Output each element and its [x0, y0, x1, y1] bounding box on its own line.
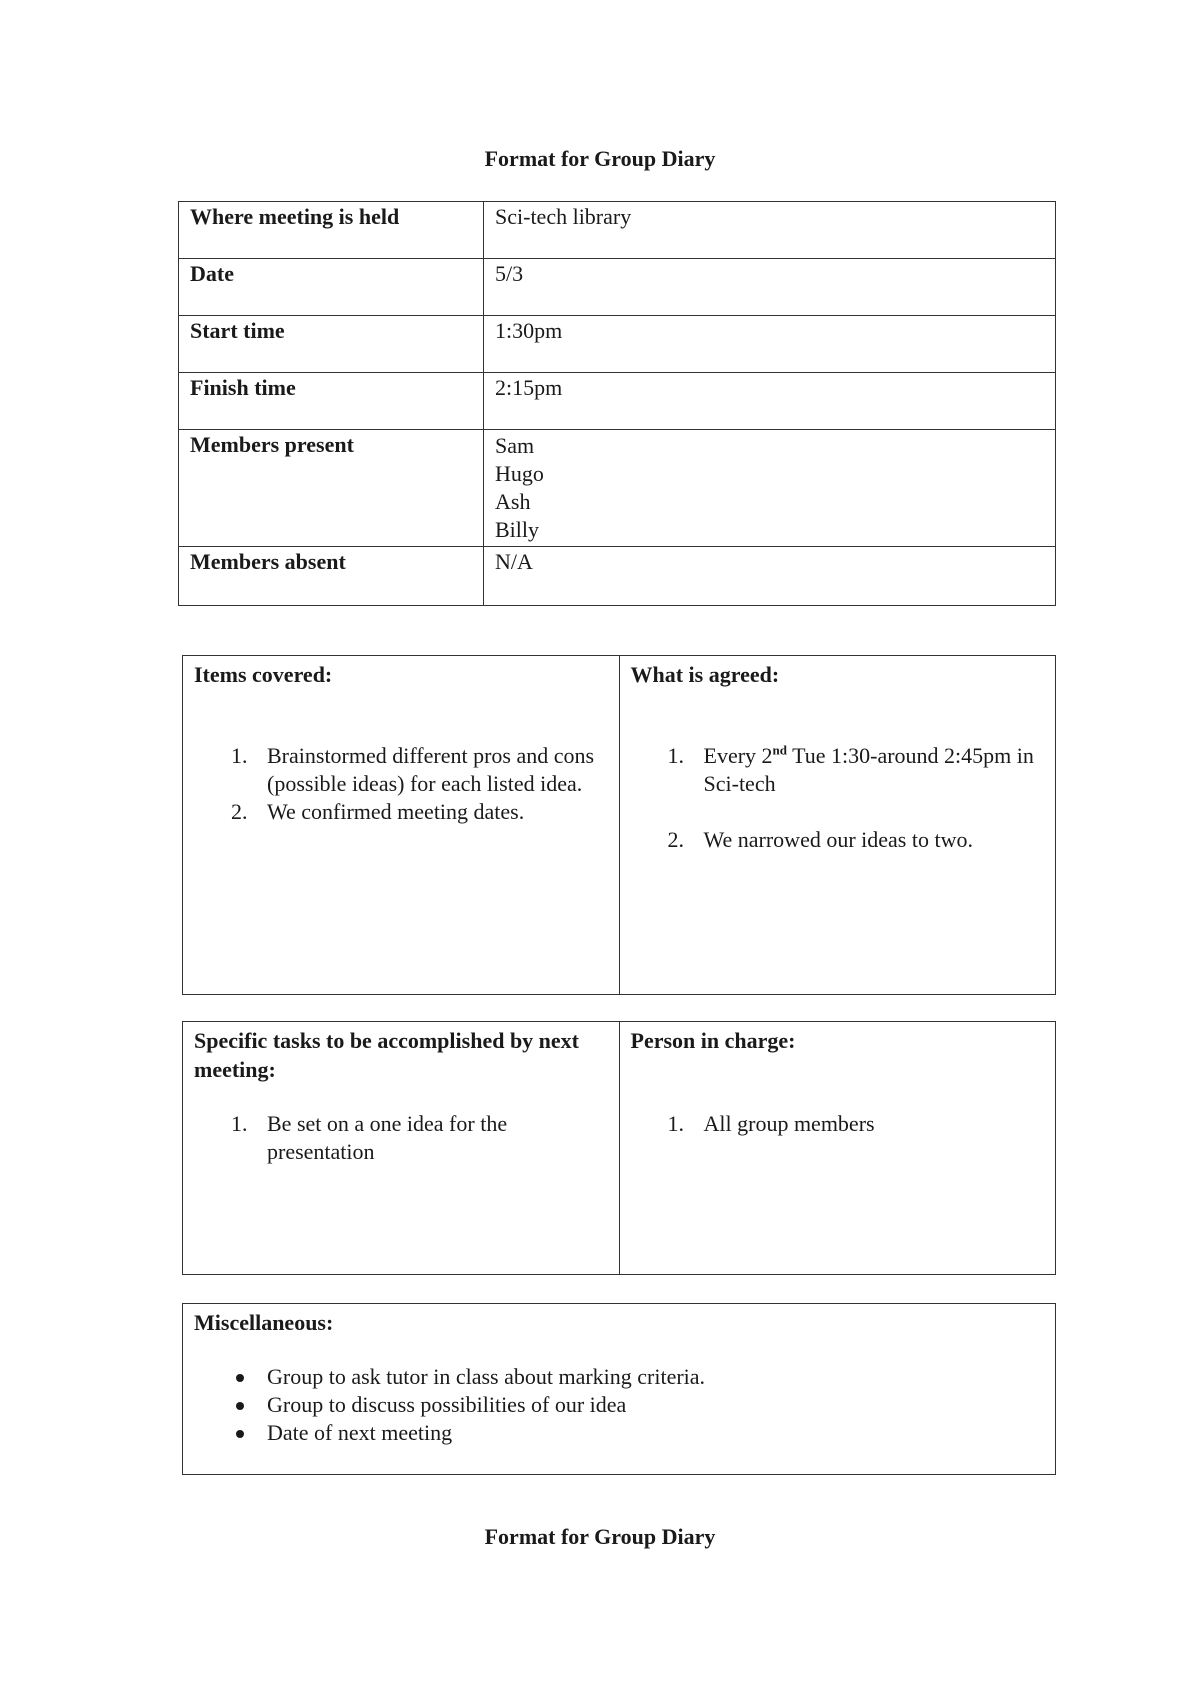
- list-item-text: Every 2nd Tue 1:30-around 2:45pm in Sci-tech: [703, 742, 1034, 796]
- miscellaneous-list: [194, 1363, 1044, 1447]
- list-number: 2.: [231, 799, 248, 824]
- items-covered-list: [194, 742, 608, 826]
- table-row: [179, 202, 1056, 259]
- member-name: Ash: [495, 489, 531, 514]
- list-number: 2.: [667, 827, 684, 852]
- items-covered-heading: Items covered:: [194, 662, 333, 687]
- finish-time-value: 2:15pm: [484, 373, 1056, 430]
- member-name: Billy: [495, 517, 540, 542]
- list-spacer: [631, 798, 1045, 826]
- table-row: [179, 547, 1056, 606]
- items-covered-cell: [183, 656, 620, 995]
- start-time-label: Start time: [179, 316, 484, 373]
- list-item: [631, 1110, 1045, 1138]
- tasks-cell: [183, 1022, 620, 1275]
- person-in-charge-heading: Person in charge:: [630, 1028, 796, 1053]
- miscellaneous-cell: [183, 1304, 1056, 1475]
- agreed-list: [631, 742, 1045, 854]
- list-item: [194, 1110, 608, 1166]
- miscellaneous-table: [182, 1303, 1056, 1475]
- members-present-label: Members present: [179, 430, 484, 547]
- table-row: [179, 430, 1056, 547]
- members-absent-value: N/A: [484, 547, 1056, 606]
- list-item-text: Brainstormed different pros and cons (possible ideas) for each listed idea.: [267, 743, 595, 796]
- member-name: Hugo: [495, 461, 544, 486]
- list-item: [631, 742, 1045, 798]
- list-item: [194, 798, 608, 826]
- table-row: [183, 1022, 1056, 1275]
- list-number: 1.: [231, 743, 248, 768]
- start-time-value: 1:30pm: [484, 316, 1056, 373]
- members-absent-label: Members absent: [179, 547, 484, 606]
- list-item-text: Group to ask tutor in class about marking criteria.: [267, 1364, 706, 1389]
- list-number: 1.: [667, 743, 684, 768]
- tasks-list: [194, 1110, 608, 1166]
- location-value: Sci-tech library: [484, 202, 1056, 259]
- table-row: [183, 1304, 1056, 1475]
- tasks-table: [182, 1021, 1056, 1275]
- list-item: [194, 1419, 1044, 1447]
- miscellaneous-heading: Miscellaneous:: [194, 1310, 334, 1335]
- bullet-icon: [236, 1430, 244, 1438]
- person-in-charge-cell: [619, 1022, 1056, 1275]
- tasks-heading: Specific tasks to be accomplished by next meeting:: [194, 1028, 579, 1082]
- table-row: [179, 316, 1056, 373]
- list-item-text: We narrowed our ideas to two.: [703, 827, 973, 852]
- table-row: [179, 373, 1056, 430]
- what-is-agreed-heading: What is agreed:: [630, 662, 780, 687]
- page-title: Format for Group Diary: [484, 146, 716, 171]
- list-item-text: We confirmed meeting dates.: [267, 799, 525, 824]
- list-item: [194, 1391, 1044, 1419]
- what-is-agreed-cell: [619, 656, 1056, 995]
- list-item: [194, 742, 608, 798]
- footer-title: Format for Group Diary: [484, 1524, 716, 1549]
- list-item: [631, 826, 1045, 854]
- members-present-value: [484, 430, 1056, 547]
- member-name: Sam: [495, 433, 535, 458]
- list-number: 1.: [667, 1111, 684, 1136]
- list-item-text: Group to discuss possibilities of our idea: [267, 1392, 627, 1417]
- location-label: Where meeting is held: [179, 202, 484, 259]
- table-row: [183, 656, 1056, 995]
- list-number: 1.: [231, 1111, 248, 1136]
- bullet-icon: [236, 1402, 244, 1410]
- bullet-icon: [236, 1374, 244, 1382]
- person-in-charge-list: [631, 1110, 1045, 1138]
- finish-time-label: Finish time: [179, 373, 484, 430]
- list-item-text: All group members: [703, 1111, 875, 1136]
- list-item-text: Date of next meeting: [267, 1420, 453, 1445]
- date-label: Date: [179, 259, 484, 316]
- date-value: 5/3: [484, 259, 1056, 316]
- list-item-text: Be set on a one idea for the presentation: [267, 1111, 508, 1164]
- meeting-details-table: [178, 201, 1056, 606]
- items-agreed-table: [182, 655, 1056, 995]
- list-item: [194, 1363, 1044, 1391]
- table-row: [179, 259, 1056, 316]
